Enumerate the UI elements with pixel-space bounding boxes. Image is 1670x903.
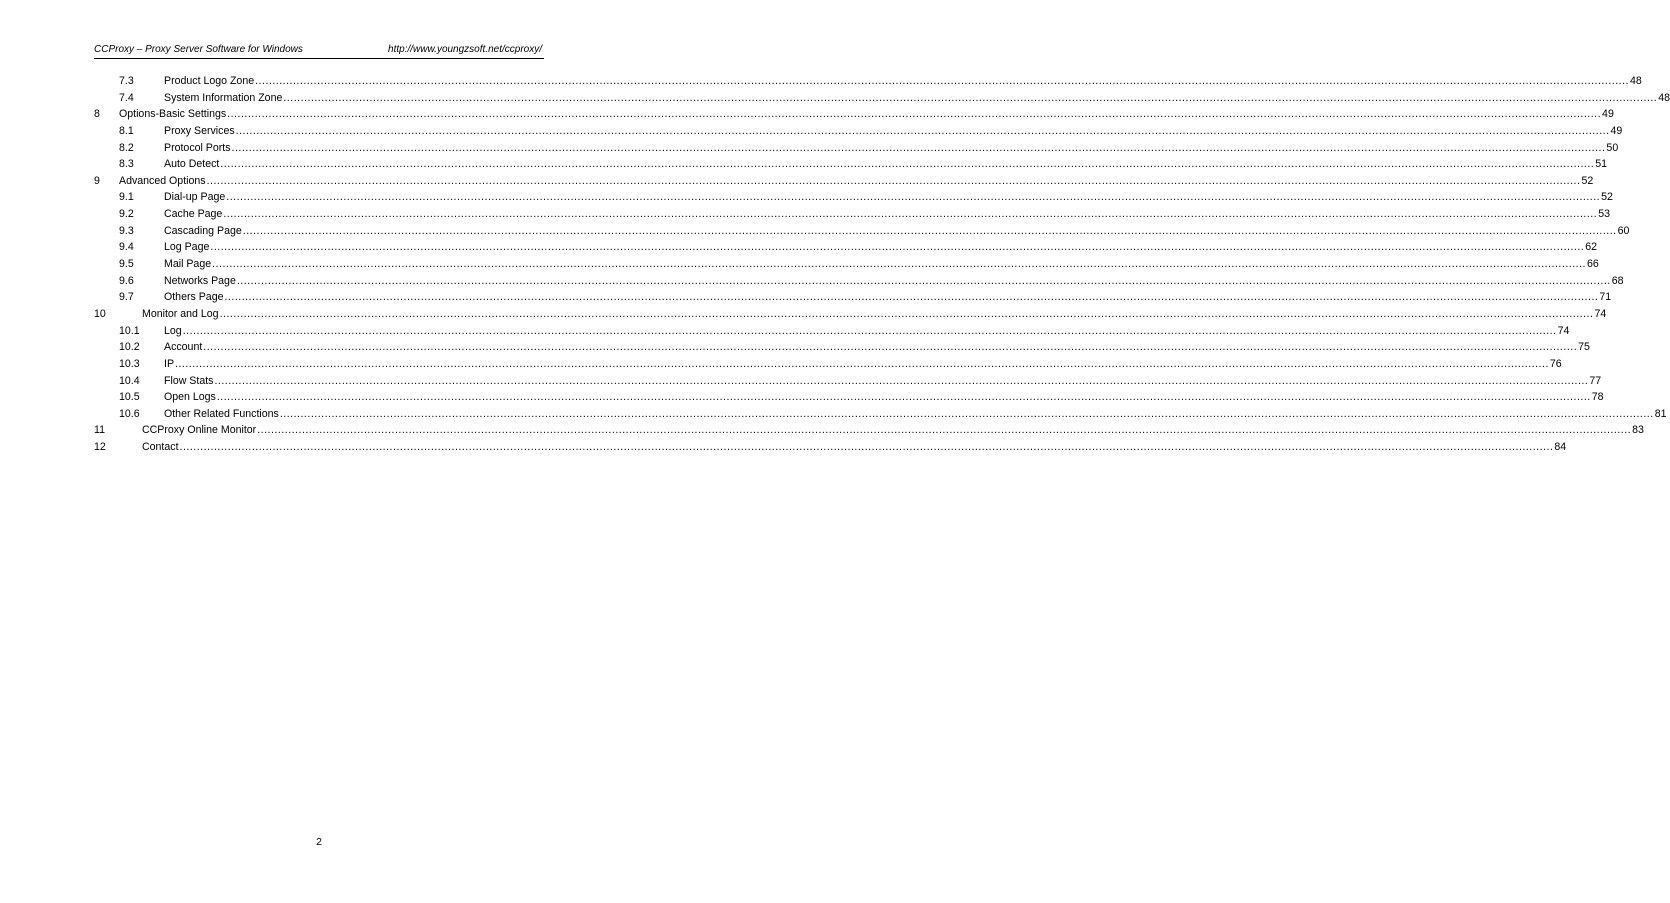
toc-entry-number: 9.2 bbox=[119, 208, 134, 221]
toc-entry-page: 51 bbox=[1595, 158, 1608, 171]
toc-entry-page: 50 bbox=[1606, 141, 1619, 154]
toc-entry-line bbox=[142, 422, 1644, 439]
toc-entry-page: 74 bbox=[1557, 324, 1570, 337]
toc-entry-title: Mail Page bbox=[164, 258, 212, 271]
toc-entry-page: 71 bbox=[1599, 291, 1612, 304]
toc-entry-line bbox=[164, 373, 1602, 390]
toc-leader-dots: ............................................................................................................................................................................................................................................................................................................................................................................................................... bbox=[255, 75, 1629, 87]
toc-leader-dots: ............................................................................................................................................................................................................................................................................................................................................................................................................... bbox=[175, 357, 1549, 370]
toc-leader-dots: ............................................................................................................................................................................................................................................................................................................................................................................................................... bbox=[203, 341, 1578, 354]
toc-leader-dots: ............................................................................................................................................................................................................................................................................................................................................................................................................... bbox=[223, 208, 1598, 221]
toc-entry-page: 78 bbox=[1591, 391, 1604, 404]
toc-entry-page: 81 bbox=[1654, 407, 1667, 420]
toc-entry-line bbox=[164, 156, 1608, 173]
page-header bbox=[94, 42, 544, 59]
toc-entry[interactable] bbox=[94, 406, 1667, 423]
toc-entry-line bbox=[164, 256, 1599, 273]
toc-entry-number: 8.2 bbox=[119, 141, 134, 154]
toc-entry-title: Cache Page bbox=[164, 208, 223, 221]
toc-entry-title: Proxy Services bbox=[164, 124, 235, 137]
toc-entry[interactable] bbox=[94, 323, 1570, 340]
toc-leader-dots: ............................................................................................................................................................................................................................................................................................................................................................................................................... bbox=[226, 191, 1601, 204]
toc-entry[interactable] bbox=[94, 123, 1623, 140]
toc-entry-line bbox=[164, 289, 1612, 306]
toc-entry-number: 7.4 bbox=[119, 91, 134, 104]
toc-entry-number: 10.6 bbox=[119, 407, 140, 420]
toc-entry-title: IP bbox=[164, 357, 175, 370]
toc-entry-title: Product Logo Zone bbox=[164, 75, 255, 87]
toc-entry-title: Log bbox=[164, 324, 182, 337]
toc-entry-title: Log Page bbox=[164, 241, 210, 254]
toc-entry[interactable] bbox=[94, 173, 1594, 190]
toc-leader-dots: ............................................................................................................................................................................................................................................................................................................................................................................................................... bbox=[210, 241, 1585, 254]
toc-entry-line bbox=[164, 123, 1623, 140]
toc-entry-title: Open Logs bbox=[164, 391, 216, 404]
toc-entry-line bbox=[164, 140, 1619, 157]
toc-entry-number: 7.3 bbox=[119, 75, 134, 87]
toc-leader-dots: ............................................................................................................................................................................................................................................................................................................................................................................................................... bbox=[279, 407, 1654, 420]
toc-leader-dots: ............................................................................................................................................................................................................................................................................................................................................................................................................... bbox=[182, 324, 1557, 337]
toc-entry[interactable] bbox=[94, 306, 1607, 323]
toc-entry[interactable] bbox=[94, 106, 1614, 123]
toc-entry-page: 53 bbox=[1598, 208, 1610, 221]
toc-entry[interactable] bbox=[94, 256, 1599, 273]
toc-entry-line bbox=[142, 439, 1567, 456]
toc-entry-line bbox=[119, 106, 1614, 123]
toc-entry-page: 84 bbox=[1554, 441, 1567, 454]
toc-entry-title: Options-Basic Settings bbox=[119, 108, 227, 121]
toc-entry-line bbox=[119, 173, 1594, 190]
toc-entry-title: Dial-up Page bbox=[164, 191, 226, 204]
toc-leader-dots: ............................................................................................................................................................................................................................................................................................................................................................................................................... bbox=[219, 307, 1594, 320]
toc-leader-dots: ............................................................................................................................................................................................................................................................................................................................................................................................................... bbox=[257, 424, 1632, 437]
toc-entry-page: 68 bbox=[1611, 274, 1624, 287]
toc-entry[interactable] bbox=[94, 189, 1613, 206]
toc-entry-line bbox=[164, 323, 1570, 340]
toc-entry-title: System Information Zone bbox=[164, 91, 283, 104]
toc-entry[interactable] bbox=[94, 273, 1624, 290]
toc-entry-number: 9.3 bbox=[119, 224, 134, 237]
toc-entry-page: 48 bbox=[1658, 91, 1670, 104]
toc-entry[interactable] bbox=[94, 439, 1567, 456]
toc-entry-line bbox=[164, 389, 1604, 406]
toc-leader-dots: ............................................................................................................................................................................................................................................................................................................................................................................................................... bbox=[212, 258, 1586, 271]
toc-entry-line bbox=[164, 73, 1642, 90]
toc-entry-number: 10.3 bbox=[119, 357, 140, 370]
toc-entry-title: Account bbox=[164, 341, 203, 354]
toc-entry-number: 10.2 bbox=[119, 341, 140, 354]
toc-entry-number: 10.1 bbox=[119, 324, 140, 337]
toc-entry-title: Others Page bbox=[164, 291, 224, 304]
toc-leader-dots: ............................................................................................................................................................................................................................................................................................................................................................................................................... bbox=[179, 441, 1554, 454]
toc-entry-number: 9.1 bbox=[119, 191, 134, 204]
toc-entry-title: Monitor and Log bbox=[142, 307, 219, 320]
toc-entry-number: 10.5 bbox=[119, 391, 140, 404]
toc-entry-line bbox=[164, 356, 1562, 373]
toc-entry-page: 62 bbox=[1585, 241, 1598, 254]
toc-entry[interactable] bbox=[94, 339, 1590, 356]
toc-entry-title: Networks Page bbox=[164, 274, 236, 287]
toc-entry-title: Cascading Page bbox=[164, 224, 242, 237]
toc-entry-line bbox=[164, 223, 1630, 240]
toc-entry-number: 9 bbox=[94, 174, 100, 187]
toc-leader-dots: ............................................................................................................................................................................................................................................................................................................................................................................................................... bbox=[206, 174, 1581, 187]
toc-leader-dots: ............................................................................................................................................................................................................................................................................................................................................................................................................... bbox=[231, 141, 1606, 154]
toc-entry[interactable] bbox=[94, 156, 1608, 173]
toc-entry[interactable] bbox=[94, 422, 1644, 439]
toc-entry-number: 10.4 bbox=[119, 374, 140, 387]
toc-entry-page: 48 bbox=[1629, 75, 1642, 87]
toc-entry-page: 75 bbox=[1578, 341, 1590, 354]
toc-entry[interactable] bbox=[94, 206, 1610, 223]
toc-entry[interactable] bbox=[94, 73, 1642, 90]
toc-leader-dots: ............................................................................................................................................................................................................................................................................................................................................................................................................... bbox=[224, 291, 1599, 304]
toc-entry[interactable] bbox=[94, 90, 1670, 107]
toc-entry-number: 9.6 bbox=[119, 274, 134, 287]
toc-leader-dots: ............................................................................................................................................................................................................................................................................................................................................................................................................... bbox=[227, 108, 1602, 121]
toc-entry-title: CCProxy Online Monitor bbox=[142, 424, 257, 437]
toc-entry[interactable] bbox=[94, 356, 1562, 373]
toc-entry-number: 8 bbox=[94, 108, 100, 121]
toc-entry-page: 77 bbox=[1589, 374, 1602, 387]
toc-entry-title: Advanced Options bbox=[119, 174, 206, 187]
toc-entry[interactable] bbox=[94, 289, 1612, 306]
toc-entry-page: 52 bbox=[1581, 174, 1594, 187]
toc-entry-title: Protocol Ports bbox=[164, 141, 231, 154]
toc-leader-dots: ............................................................................................................................................................................................................................................................................................................................................................................................................... bbox=[283, 91, 1658, 104]
toc-entry-page: 66 bbox=[1586, 258, 1599, 271]
toc-entry-line bbox=[164, 189, 1613, 206]
toc-entry-number: 8.3 bbox=[119, 158, 134, 171]
toc-entry-line bbox=[164, 206, 1610, 223]
table-of-contents bbox=[94, 73, 1670, 456]
toc-entry-page: 49 bbox=[1602, 108, 1614, 121]
toc-entry-number: 11 bbox=[94, 424, 105, 437]
toc-entry-line bbox=[164, 239, 1598, 256]
toc-entry-line bbox=[164, 406, 1667, 423]
toc-entry-number: 9.4 bbox=[119, 241, 134, 254]
toc-leader-dots: ............................................................................................................................................................................................................................................................................................................................................................................................................... bbox=[242, 224, 1617, 237]
toc-entry-line bbox=[164, 90, 1670, 107]
toc-entry-title: Flow Stats bbox=[164, 374, 214, 387]
toc-entry-line bbox=[142, 306, 1607, 323]
toc-entry-title: Contact bbox=[142, 441, 179, 454]
toc-entry[interactable] bbox=[94, 389, 1604, 406]
toc-entry-number: 12 bbox=[94, 441, 106, 454]
header-url: http://www.youngzsoft.net/ccproxy/ bbox=[388, 44, 542, 55]
toc-leader-dots: ............................................................................................................................................................................................................................................................................................................................................................................................................... bbox=[214, 374, 1589, 387]
toc-entry[interactable] bbox=[94, 373, 1602, 390]
toc-entry-page: 52 bbox=[1601, 191, 1613, 204]
toc-entry-number: 10 bbox=[94, 307, 106, 320]
toc-entry-page: 83 bbox=[1632, 424, 1644, 437]
toc-entry-line bbox=[164, 339, 1590, 356]
toc-entry-number: 9.7 bbox=[119, 291, 134, 304]
toc-entry-number: 9.5 bbox=[119, 258, 134, 271]
toc-leader-dots: ............................................................................................................................................................................................................................................................................................................................................................................................................... bbox=[220, 158, 1595, 171]
toc-entry[interactable] bbox=[94, 223, 1630, 240]
toc-entry-page: 49 bbox=[1610, 124, 1623, 137]
page-number: 2 bbox=[316, 836, 322, 848]
toc-leader-dots: ............................................................................................................................................................................................................................................................................................................................................................................................................... bbox=[216, 391, 1591, 404]
header-title: CCProxy – Proxy Server Software for Windows bbox=[94, 44, 303, 55]
toc-entry-title: Other Related Functions bbox=[164, 407, 279, 420]
toc-leader-dots: ............................................................................................................................................................................................................................................................................................................................................................................................................... bbox=[235, 124, 1610, 137]
toc-entry-page: 60 bbox=[1617, 224, 1630, 237]
toc-entry-line bbox=[164, 273, 1624, 290]
toc-entry-number: 8.1 bbox=[119, 124, 134, 137]
toc-entry-title: Auto Detect bbox=[164, 158, 220, 171]
toc-entry-page: 74 bbox=[1594, 307, 1607, 320]
toc-entry[interactable] bbox=[94, 239, 1598, 256]
toc-entry-page: 76 bbox=[1549, 357, 1562, 370]
toc-leader-dots: ............................................................................................................................................................................................................................................................................................................................................................................................................... bbox=[236, 274, 1611, 287]
toc-entry[interactable] bbox=[94, 140, 1619, 157]
